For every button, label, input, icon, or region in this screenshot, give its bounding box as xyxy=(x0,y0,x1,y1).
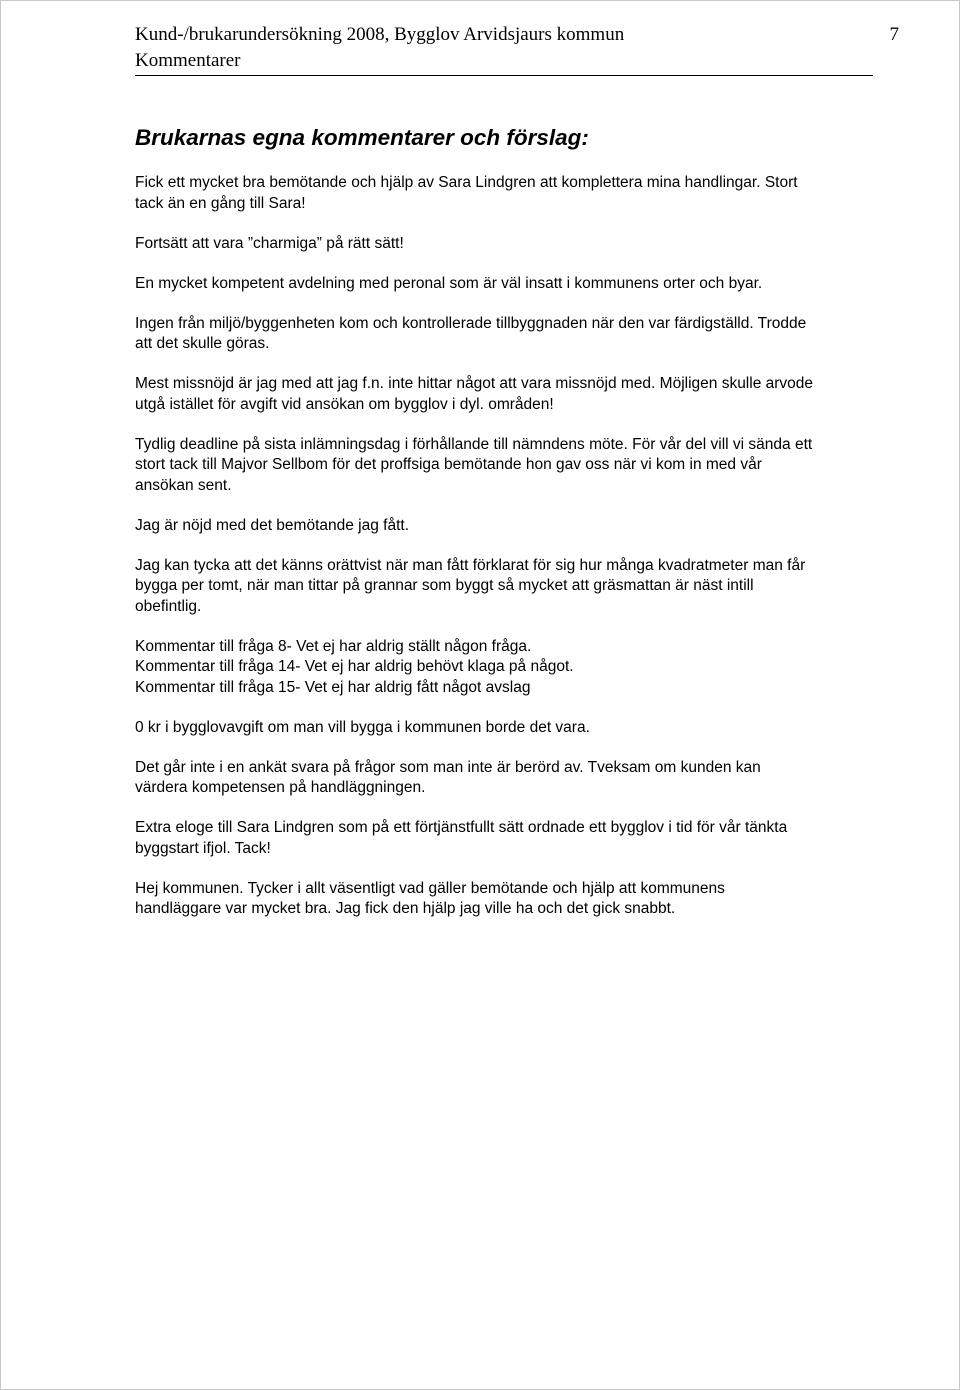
comment-paragraph: Jag kan tycka att det känns orättvist när man fått förklarat för sig hur många kvadratmeter man får bygga per tomt, när man tittar på grannar som byggt så mycket att gräsmattan är näst intill obefintlig. xyxy=(135,556,806,615)
comment-paragraph: 0 kr i bygglovavgift om man vill bygga i kommunen borde det vara. xyxy=(135,718,590,736)
comment-paragraph: Fick ett mycket bra bemötande och hjälp av Sara Lindgren att komplettera mina handlingar. Stort tack än en gång till Sara! xyxy=(135,174,798,212)
comment-paragraph: Mest missnöjd är jag med att jag f.n. inte hittar något att vara missnöjd med. Möjligen skulle arvode utgå istället för avgift vid ansökan om bygglov i dyl. områden! xyxy=(135,375,814,413)
header-subtitle: Kommentarer xyxy=(135,50,241,71)
comment-paragraph: Det går inte i en ankät svara på frågor som man inte är berörd av. Tveksam om kunden kan värdera kompetensen på handläggningen. xyxy=(135,758,761,796)
page-header xyxy=(135,23,899,76)
page-number: 7 xyxy=(889,24,899,45)
comment-paragraph: Ingen från miljö/byggenheten kom och kontrollerade tillbyggnaden när den var färdigställd. Trodde att det skulle göras. xyxy=(135,314,807,352)
comment-paragraph: Jag är nöjd med det bemötande jag fått. xyxy=(135,516,410,534)
comment-paragraph: Hej kommunen. Tycker i allt väsentligt vad gäller bemötande och hjälp att kommunens handläggare var mycket bra. Jag fick den hjälp jag ville ha och det gick snabbt. xyxy=(135,879,725,917)
comment-paragraph: Kommentar till fråga 8- Vet ej har aldrig ställt någon fråga. Kommentar till fråga 14- Vet ej har aldrig behövt klaga på något. Kommentar till fråga 15- Vet ej har aldrig fått något avslag xyxy=(135,637,574,696)
header-title: Kund-/brukarundersökning 2008, Bygglov Arvidsjaurs kommun xyxy=(135,24,625,45)
comment-paragraph: Tydlig deadline på sista inlämningsdag i förhållande till nämndens möte. För vår del vill vi sända ett stort tack till Majvor Sellbom för det proffsiga bemötande hon gav oss när vi kom in med vår ansökan sent. xyxy=(135,435,813,494)
section-title: Brukarnas egna kommentarer och förslag: xyxy=(135,125,589,150)
comment-paragraph: En mycket kompetent avdelning med peronal som är väl insatt i kommunens orter och byar. xyxy=(135,274,763,292)
comment-paragraph: Fortsätt att vara ”charmiga” på rätt sätt! xyxy=(135,234,404,252)
comments-list xyxy=(135,173,905,939)
comment-paragraph: Extra eloge till Sara Lindgren som på ett förtjänstfullt sätt ordnade ett bygglov i tid för vår tänkta byggstart ifjol. Tack! xyxy=(135,819,788,857)
